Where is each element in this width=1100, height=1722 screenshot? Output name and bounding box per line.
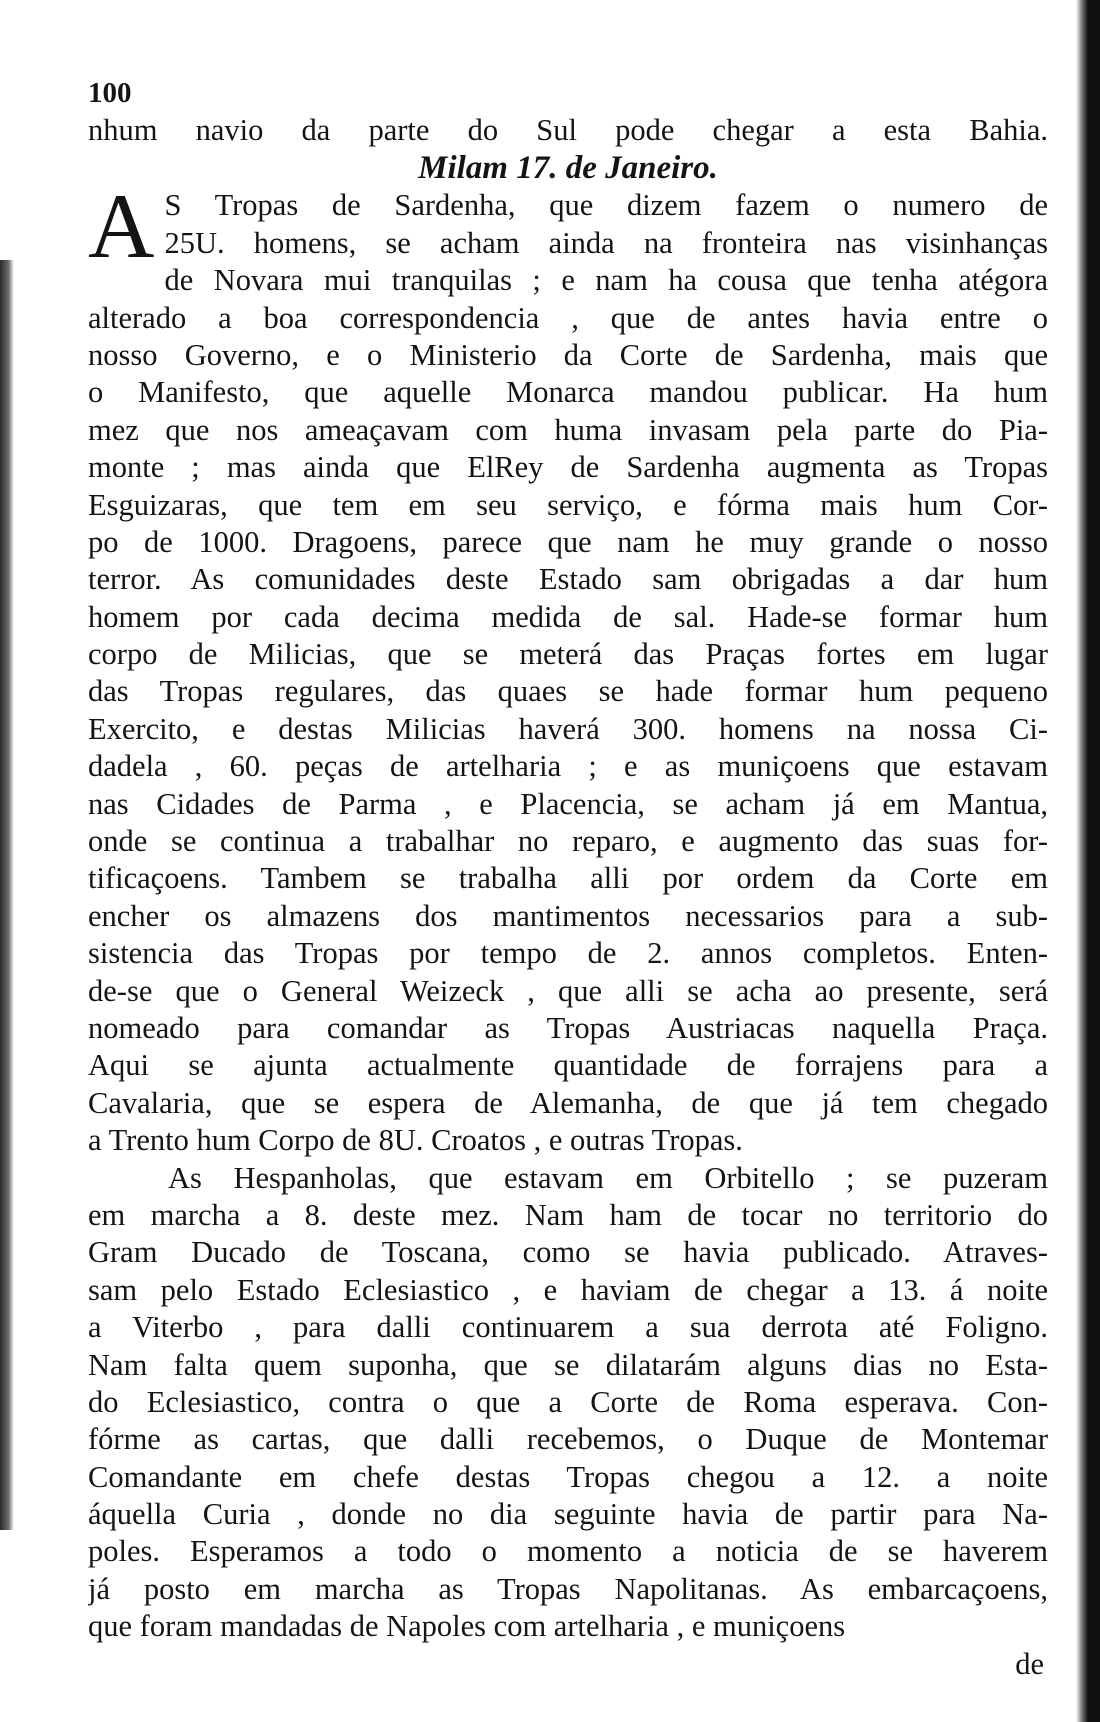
text-line: que foram mandadas de Napoles com artelharia , e muniçoens [88, 1609, 846, 1644]
text-line: corpo de Milicias, que se meterá das Praças fortes em lugar [88, 637, 1048, 672]
text-line: dadela , 60. peças de artelharia ; e as muniçoens que estavam [88, 749, 1048, 784]
text-line: do Eclesiastico, contra o que a Corte de Roma esperava. Con- [88, 1384, 1048, 1419]
text-line: As Hespanholas, que estavam em Orbitello ; se puzeram [168, 1160, 1048, 1195]
text-line: Esguizaras, que tem em seu serviço, e fórma mais hum Cor- [88, 487, 1048, 522]
text-line: a Trento hum Corpo de 8U. Croatos , e outras Tropas. [88, 1123, 743, 1158]
text-line: sistencia das Tropas por tempo de 2. annos completos. Enten- [88, 936, 1048, 971]
paragraph-1 [88, 175, 1048, 1159]
page-edge [1076, 0, 1100, 1722]
binding-shadow [0, 260, 14, 1530]
text-line: monte ; mas ainda que ElRey de Sardenha augmenta as Tropas [88, 450, 1048, 485]
text-line: po de 1000. Dragoens, parece que nam he muy grande o nosso [88, 524, 1048, 559]
text-line: já posto em marcha as Tropas Napolitanas. As embarcaçoens, [88, 1571, 1048, 1606]
document-page [88, 78, 1048, 1682]
text-line: sam pelo Estado Eclesiastico , e haviam de chegar a 13. á noite [88, 1272, 1048, 1307]
paragraph-2 [88, 1160, 1048, 1646]
text-line: 25U. homens, se acham ainda na fronteira nas visinhanças [164, 225, 1048, 260]
text-line: Exercito, e destas Milicias haverá 300. homens na nossa Ci- [88, 711, 1048, 746]
page-number: 100 [88, 77, 132, 109]
text-line: nas Cidades de Parma , e Placencia, se acham já em Mantua, [88, 786, 1048, 821]
text-line: nosso Governo, e o Ministerio da Corte de Sardenha, mais que [88, 337, 1048, 372]
text-line: áquella Curia , donde no dia seguinte havia de partir para Na- [88, 1497, 1048, 1532]
drop-cap: A [88, 175, 155, 278]
text-line: alterado a boa correspondencia , que de antes havia entre o [88, 300, 1048, 335]
text-line: homem por cada decima medida de sal. Hade-se formar hum [88, 599, 1048, 634]
text-line: terror. As comunidades deste Estado sam obrigadas a dar hum [88, 562, 1048, 597]
text-line: o Manifesto, que aquelle Monarca mandou publicar. Ha hum [88, 375, 1048, 410]
text-line: Nam falta quem suponha, que se dilatarám alguns dias no Esta- [88, 1347, 1048, 1382]
text-line: poles. Esperamos a todo o momento a noticia de se haverem [88, 1534, 1048, 1569]
text-line: Comandante em chefe destas Tropas chegou a 12. a noite [88, 1459, 1048, 1494]
text-line: S Tropas de Sardenha, que dizem fazem o numero de [164, 188, 1048, 223]
text-line: Aqui se ajunta actualmente quantidade de forrajens para a [88, 1048, 1048, 1083]
text-line: nomeado para comandar as Tropas Austriacas naquella Praça. [88, 1010, 1048, 1045]
opening-line: nhum navio da parte do Sul pode chegar a esta Bahia. [88, 113, 1048, 147]
text-line: Cavalaria, que se espera de Alemanha, de que já tem chegado [88, 1085, 1048, 1120]
text-line: Gram Ducado de Toscana, como se havia publicado. Atraves- [88, 1235, 1048, 1270]
text-line: mez que nos ameaçavam com huma invasam pela parte do Pia- [88, 412, 1048, 447]
text-line: tificaçoens. Tambem se trabalha alli por ordem da Corte em [88, 861, 1048, 896]
text-line: onde se continua a trabalhar no reparo, e augmento das suas for- [88, 824, 1048, 859]
text-line: fórme as cartas, que dalli recebemos, o Duque de Montemar [88, 1422, 1048, 1457]
text-line: de-se que o General Weizeck , que alli se acha ao presente, será [88, 973, 1048, 1008]
text-line: a Viterbo , para dalli continuarem a sua derrota até Foligno. [88, 1310, 1048, 1345]
text-line: em marcha a 8. deste mez. Nam ham de tocar no territorio do [88, 1197, 1048, 1232]
catchword: de [1015, 1646, 1044, 1681]
text-line: encher os almazens dos mantimentos necessarios para a sub- [88, 898, 1048, 933]
text-line: das Tropas regulares, das quaes se hade formar hum pequeno [88, 674, 1048, 709]
dateline-heading: Milam 17. de Janeiro. [418, 150, 718, 187]
dropcap-block [88, 175, 1048, 278]
text-line: de Novara mui tranquilas ; e nam ha cousa que tenha atégora [164, 263, 1048, 298]
